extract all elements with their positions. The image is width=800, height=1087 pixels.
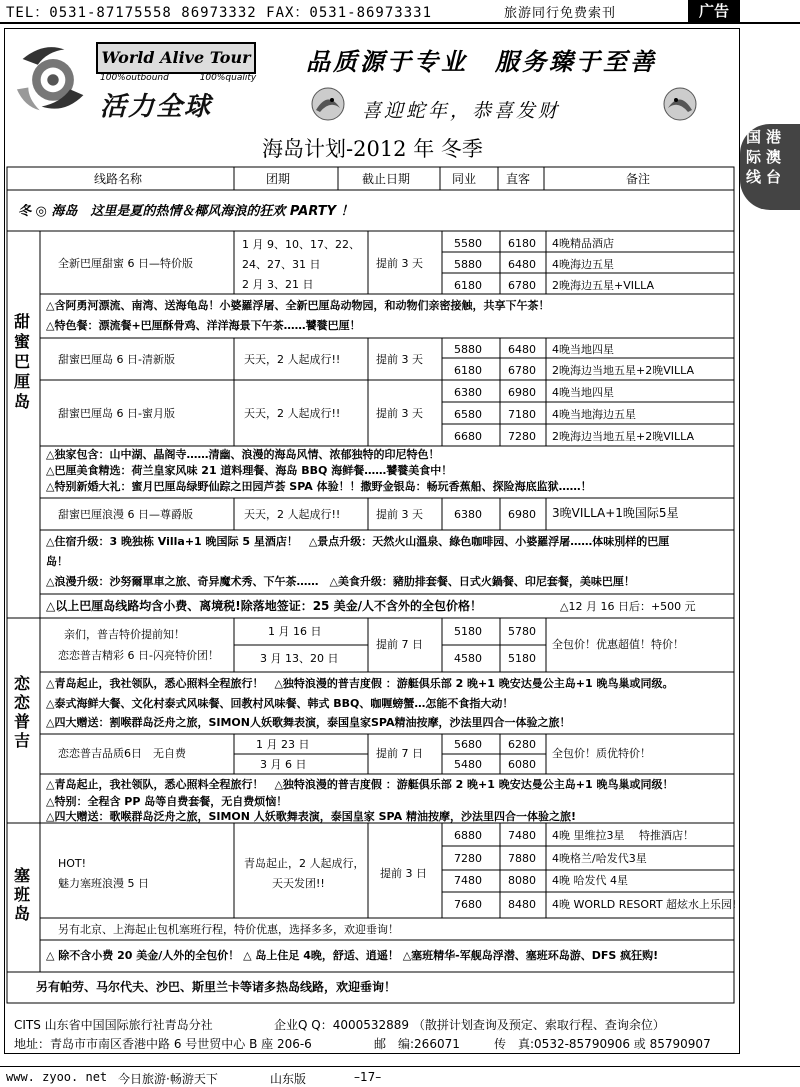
price-retail: 6480	[508, 258, 536, 271]
season-banner: 冬 ◎ 海岛 这里是夏的热情＆椰风海浪的狂欢 PARTY ！	[18, 204, 354, 219]
route-dates: 24、27、31 日	[242, 258, 321, 271]
route-deadline: 提前 3 天	[376, 353, 423, 366]
publication-motto: 今日旅游·畅游天下	[118, 1072, 218, 1086]
route-feature-note: △特别：全程含 PP 岛等自费套餐，无自费烦恼！	[46, 795, 288, 808]
price-trade: 7280	[454, 852, 482, 865]
price-note: 4晚格兰/哈发代3星	[552, 852, 647, 865]
price-retail: 6480	[508, 343, 536, 356]
price-note: 4晚 哈发代 4星	[552, 874, 628, 887]
route-deadline: 提前 3 天	[376, 508, 423, 521]
price-trade: 6180	[454, 279, 482, 292]
route-name: 恋恋普吉品质6日 无自费	[58, 747, 186, 760]
route-feature-note: △独家包含：山中湖、晶阁寺……清幽、浪漫的海岛风情、浓郁独特的印尼特色！	[46, 448, 440, 461]
region-char: 线	[746, 168, 762, 186]
route-name: 魅力塞班浪漫 5 日	[58, 877, 149, 890]
price-retail: 6780	[508, 279, 536, 292]
route-dates: 天天发团!!	[272, 877, 325, 890]
route-dates: 2 月 3、21 日	[242, 278, 314, 291]
price-retail: 6180	[508, 237, 536, 250]
price-note: 2晚海边当地五星+2晚VILLA	[552, 430, 695, 443]
route-dates: 天天，2 人起成行!!	[244, 407, 341, 420]
more-islands-note: 另有帕劳、马尔代夫、沙巴、斯里兰卡等诸多热岛线路，欢迎垂询！	[36, 980, 397, 994]
route-feature-note: △特色餐：漂流餐+巴厘酥骨鸡、洋洋海景下午茶……饕餮巴厘！	[46, 319, 361, 332]
bottom-bar	[0, 1066, 800, 1087]
route-feature-note: △住宿升级：3 晚独栋 Villa+1 晚国际 5 星酒店！ △景点升级：天然火山溫泉、綠色咖啡园、小婆羅浮屠……体味別样的巴厘	[46, 535, 670, 548]
route-feature-note: △四大赠送：割喉群岛泛舟之旅，SIMON人妖歌舞表演，泰国皇家SPA精油按摩，沙法里四合一体验之旅！	[46, 716, 571, 729]
route-feature-note: △巴厘美食精选：荷兰皇家风味 21 道料理餐、海岛 BBQ 海鲜餐……饕餮美食中！	[46, 464, 453, 477]
price-note: 全包价！质优特价！	[552, 747, 651, 760]
price-retail: 6080	[508, 758, 536, 771]
route-feature-note: △泰式海鲜大餐、文化村泰式风味餐、回教村风味餐、韩式 BBQ、咖喱螃蟹…怎能不食指大动！	[46, 697, 514, 710]
col-header-note: 备注	[626, 172, 651, 186]
price-note: 2晚海边五星+VILLA	[552, 279, 655, 292]
price-note: 4晚海边五星	[552, 258, 614, 271]
route-dates: 1 月 9、10、17、22、	[242, 238, 360, 251]
col-header-route: 线路名称	[94, 172, 143, 186]
route-dates: 3 月 6 日	[260, 758, 307, 771]
brand-tagline-2: 100%quality	[199, 73, 257, 83]
price-trade: 6380	[454, 508, 482, 521]
price-trade: 5580	[454, 237, 482, 250]
region-char: 港	[766, 128, 782, 146]
price-note: 2晚海边当地五星+2晚VILLA	[552, 364, 695, 377]
region-char: 澳	[766, 148, 782, 166]
free-index-label: 旅游同行免费索刊	[504, 6, 617, 21]
route-feature-note: △青岛起止，我社领队，悉心照料全程旅行！ △独特浪漫的普吉度假 ：游艇俱乐部 2 晚+1 晚安达曼公主岛+1 晚鸟巢或同级。	[46, 677, 674, 690]
route-subtitle: 亲们，普吉特价提前知！	[64, 628, 185, 641]
price-note: 4晚 里维拉3星 特推酒店！	[552, 829, 694, 842]
route-name: 甜蜜巴厘岛 6 日-清新版	[58, 353, 175, 366]
price-retail: 7280	[508, 430, 536, 443]
region-char: 台	[766, 168, 782, 186]
route-feature-note: △特别新婚大礼：蜜月巴厘岛绿野仙踪之田园芦荟 SPA 体验！！撒野金银岛：畅玩香蕉船、探险海底监狱……！	[46, 480, 592, 493]
price-retail: 5780	[508, 625, 536, 638]
price-retail: 6280	[508, 738, 536, 751]
price-note: 4晚精品酒店	[552, 237, 614, 250]
agency-address: 地址：青岛市市南区香港中路 6 号世贸中心 B 座 206-6	[14, 1037, 312, 1051]
ad-tag: 广告	[688, 0, 740, 22]
page-title: 海岛计划-2012 年 冬季	[262, 137, 483, 161]
route-feature-note: △浪漫升级：沙努爾單車之旅、奇异魔术秀、下午茶…… △美食升级：豬肋排套餐、日式火鍋餐、印尼套餐，美味巴厘！	[46, 575, 635, 588]
route-dates: 1 月 16 日	[268, 625, 322, 638]
route-deadline: 提前 3 天	[376, 257, 423, 270]
new-year-greeting: 喜迎蛇年，恭喜发财	[362, 100, 561, 122]
price-retail: 6980	[508, 386, 536, 399]
price-trade: 6580	[454, 408, 482, 421]
agency-qq: 企业Q Q：4000532889 （散拼计划查询及预定、索取行程、查询余位）	[274, 1018, 665, 1032]
brand-tagline-1: 100%outbound	[100, 73, 169, 83]
price-retail: 5180	[508, 652, 536, 665]
hot-badge: HOT!	[58, 857, 87, 870]
saipan-inclusive-note: △ 除不含小费 20 美金/人外的全包价！ △ 岛上住足 4晚，舒适、逍遥！ △塞班精华-军舰岛浮潜、塞班环岛游、DFS 疯狂购!	[46, 949, 659, 962]
price-note: 全包价！优惠超值！特价！	[552, 638, 684, 651]
price-retail: 8480	[508, 898, 536, 911]
route-deadline: 提前 3 天	[376, 407, 423, 420]
price-trade: 5180	[454, 625, 482, 638]
price-trade: 7680	[454, 898, 482, 911]
price-trade: 6880	[454, 829, 482, 842]
bali-inclusive-note: △以上巴厘岛线路均含小费、离境税!除落地签证：25 美金/人不含外的全包价格！	[46, 599, 482, 613]
price-note: 4晚当地四星	[552, 343, 614, 356]
route-deadline: 提前 7 日	[376, 747, 423, 760]
route-name: 全新巴厘甜蜜 6 日—特价版	[58, 257, 193, 270]
price-trade: 7480	[454, 874, 482, 887]
saipan-charter-note: 另有北京、上海起止包机塞班行程，特价优惠，选择多多，欢迎垂询！	[58, 923, 399, 936]
contact-phones: TEL：0531-87175558 86973332 FAX：0531-86973331	[6, 5, 433, 21]
edition-label: 山东版	[270, 1072, 307, 1086]
price-retail: 7480	[508, 829, 536, 842]
price-note: 3晚VILLA+1晚国际5星	[552, 506, 679, 520]
price-trade: 5480	[454, 758, 482, 771]
route-feature-note: △含阿勇河漂流、南湾、送海龟岛！小婆羅浮屠、全新巴厘岛动物园，和动物们亲密接触，共享下午茶！	[46, 299, 550, 312]
route-name: 甜蜜巴厘浪漫 6 日—尊爵版	[58, 508, 193, 521]
col-header-retail: 直客	[506, 172, 531, 186]
price-retail: 6980	[508, 508, 536, 521]
price-trade: 6680	[454, 430, 482, 443]
route-feature-note: 岛！	[46, 555, 68, 568]
brand-name-cn: 活力全球	[100, 92, 213, 122]
route-dates: 天天，2 人起成行!!	[244, 353, 341, 366]
bali-surcharge-note: △12 月 16 日后：+500 元	[560, 600, 696, 613]
slogan: 品质源于专业 服务臻于至善	[306, 48, 657, 76]
price-trade: 5680	[454, 738, 482, 751]
agency-name: CITS 山东省中国国际旅行社青岛分社	[14, 1018, 213, 1032]
region-char: 际	[746, 148, 762, 166]
route-feature-note: △四大赠送：歌喉群岛泛舟之旅，SIMON 人妖歌舞表演，泰国皇家 SPA 精油按摩，沙法里四合一体验之旅!	[46, 810, 576, 823]
col-header-trade: 同业	[452, 172, 477, 186]
price-trade: 5880	[454, 343, 482, 356]
price-trade: 4580	[454, 652, 482, 665]
route-name: 甜蜜巴厘岛 6 日-蜜月版	[58, 407, 175, 420]
agency-postcode: 邮 编:266071	[374, 1037, 460, 1051]
route-feature-note: △青岛起止，我社领队，悉心照料全程旅行！ △独特浪漫的普吉度假 ：游艇俱乐部 2 晚+1 晚安达曼公主岛+1 晚鸟巢或同级！	[46, 778, 674, 791]
price-retail: 7880	[508, 852, 536, 865]
price-retail: 6780	[508, 364, 536, 377]
col-header-dates: 团期	[266, 172, 291, 186]
route-dates: 青岛起止，2 人起成行，	[244, 857, 365, 870]
section-label-saipan: 塞 班 岛	[13, 866, 30, 923]
section-label-phuket: 恋 恋 普 吉	[13, 674, 30, 750]
agency-fax: 传 真:0532-85790906 或 85790907	[494, 1037, 711, 1051]
page-number: –17–	[354, 1070, 382, 1084]
route-deadline: 提前 3 日	[380, 867, 427, 880]
price-note: 4晚 WORLD RESORT 超炫水上乐园!	[552, 898, 737, 911]
route-deadline: 提前 7 日	[376, 638, 423, 651]
route-dates: 1 月 23 日	[256, 738, 310, 751]
price-trade: 6180	[454, 364, 482, 377]
price-retail: 8080	[508, 874, 536, 887]
price-retail: 7180	[508, 408, 536, 421]
route-dates: 3 月 13、20 日	[260, 652, 339, 665]
brand-name-en: World Alive Tour	[96, 42, 256, 74]
price-trade: 6380	[454, 386, 482, 399]
route-name: 恋恋普吉精彩 6 日-闪亮特价团！	[58, 649, 219, 662]
route-dates: 天天，2 人起成行!!	[244, 508, 341, 521]
col-header-deadline: 截止日期	[362, 172, 411, 186]
site-url: www. zyoo. net	[6, 1070, 108, 1084]
region-char: 国	[746, 128, 762, 146]
price-trade: 5880	[454, 258, 482, 271]
section-label-bali: 甜 蜜 巴 厘 岛	[13, 312, 30, 411]
price-note: 4晚当地四星	[552, 386, 614, 399]
price-note: 4晚当地海边五星	[552, 408, 636, 421]
